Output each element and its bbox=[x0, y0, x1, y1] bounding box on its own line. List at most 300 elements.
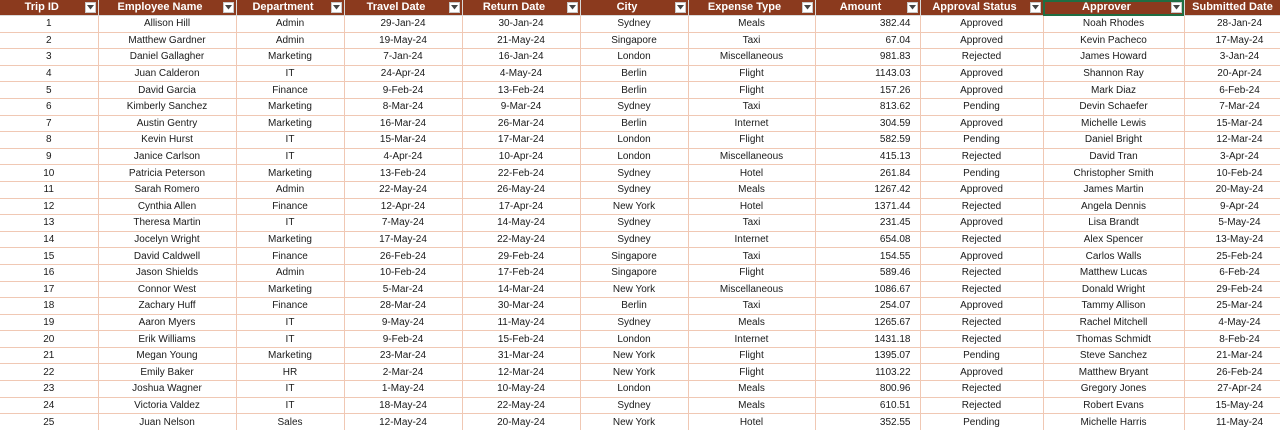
table-cell[interactable]: 7-Mar-24 bbox=[1184, 98, 1280, 115]
column-header-submitted-date[interactable] bbox=[1184, 0, 1280, 16]
table-cell[interactable]: Theresa Martin bbox=[98, 215, 236, 232]
table-cell[interactable]: 589.46 bbox=[815, 264, 920, 281]
table-cell[interactable]: 25 bbox=[0, 414, 98, 430]
table-cell[interactable]: Carlos Walls bbox=[1043, 248, 1184, 265]
table-cell[interactable]: 654.08 bbox=[815, 231, 920, 248]
table-cell[interactable]: 29-Feb-24 bbox=[1184, 281, 1280, 298]
table-cell[interactable]: 10-Feb-24 bbox=[1184, 165, 1280, 182]
table-cell[interactable]: Flight bbox=[688, 264, 815, 281]
filter-dropdown-icon[interactable] bbox=[802, 2, 813, 13]
table-cell[interactable]: Marketing bbox=[236, 49, 344, 66]
column-header-label: Trip ID bbox=[24, 1, 59, 13]
table-cell[interactable]: 382.44 bbox=[815, 16, 920, 33]
table-cell[interactable]: Pending bbox=[920, 414, 1043, 430]
filter-dropdown-icon[interactable] bbox=[223, 2, 234, 13]
table-cell[interactable]: London bbox=[580, 381, 688, 398]
table-cell[interactable]: 11-May-24 bbox=[462, 314, 580, 331]
table-cell[interactable]: David Tran bbox=[1043, 148, 1184, 165]
table-cell[interactable]: Zachary Huff bbox=[98, 298, 236, 315]
filter-dropdown-icon[interactable] bbox=[1030, 2, 1041, 13]
table-cell[interactable]: Austin Gentry bbox=[98, 115, 236, 132]
table-cell[interactable]: 25-Mar-24 bbox=[1184, 298, 1280, 315]
table-cell[interactable]: Devin Schaefer bbox=[1043, 98, 1184, 115]
table-cell[interactable]: Meals bbox=[688, 16, 815, 33]
table-cell[interactable]: Finance bbox=[236, 248, 344, 265]
table-cell[interactable]: Finance bbox=[236, 82, 344, 99]
table-cell[interactable]: 1431.18 bbox=[815, 331, 920, 348]
table-cell[interactable]: Flight bbox=[688, 82, 815, 99]
table-cell[interactable]: Allison Hill bbox=[98, 16, 236, 33]
table-cell[interactable]: IT bbox=[236, 65, 344, 82]
table-cell[interactable]: 415.13 bbox=[815, 148, 920, 165]
table-cell[interactable]: Michelle Lewis bbox=[1043, 115, 1184, 132]
table-cell[interactable]: 9-May-24 bbox=[344, 314, 462, 331]
table-cell[interactable]: New York bbox=[580, 364, 688, 381]
table-cell[interactable]: 20 bbox=[0, 331, 98, 348]
table-cell[interactable]: 813.62 bbox=[815, 98, 920, 115]
table-cell[interactable]: 27-Apr-24 bbox=[1184, 381, 1280, 398]
table-cell[interactable]: 22-May-24 bbox=[344, 181, 462, 198]
table-cell[interactable]: Meals bbox=[688, 181, 815, 198]
table-cell[interactable]: 11-May-24 bbox=[1184, 414, 1280, 430]
table-cell[interactable]: 10 bbox=[0, 165, 98, 182]
table-cell[interactable]: 22-Feb-24 bbox=[462, 165, 580, 182]
table-cell[interactable]: 610.51 bbox=[815, 397, 920, 414]
table-cell[interactable]: 12-May-24 bbox=[344, 414, 462, 430]
table-cell[interactable]: 29-Jan-24 bbox=[344, 16, 462, 33]
table-cell[interactable]: Daniel Gallagher bbox=[98, 49, 236, 66]
table-cell[interactable]: 20-May-24 bbox=[1184, 181, 1280, 198]
table-cell[interactable]: Sydney bbox=[580, 314, 688, 331]
table-cell[interactable]: Victoria Valdez bbox=[98, 397, 236, 414]
table-cell[interactable]: Michelle Harris bbox=[1043, 414, 1184, 430]
table-cell[interactable]: Marketing bbox=[236, 98, 344, 115]
table-cell[interactable]: Admin bbox=[236, 181, 344, 198]
table-cell[interactable]: Janice Carlson bbox=[98, 148, 236, 165]
table-cell[interactable]: Rejected bbox=[920, 198, 1043, 215]
table-cell[interactable]: Steve Sanchez bbox=[1043, 347, 1184, 364]
table-cell[interactable]: 1103.22 bbox=[815, 364, 920, 381]
table-cell[interactable]: David Garcia bbox=[98, 82, 236, 99]
table-cell[interactable]: IT bbox=[236, 148, 344, 165]
table-cell[interactable]: 19-May-24 bbox=[344, 32, 462, 49]
table-cell[interactable]: 4-Apr-24 bbox=[344, 148, 462, 165]
table-cell[interactable]: Juan Calderon bbox=[98, 65, 236, 82]
table-cell[interactable]: Meals bbox=[688, 381, 815, 398]
table-cell[interactable]: Approved bbox=[920, 115, 1043, 132]
table-cell[interactable]: 13-Feb-24 bbox=[344, 165, 462, 182]
table-cell[interactable]: 9-Feb-24 bbox=[344, 82, 462, 99]
table-cell[interactable]: 157.26 bbox=[815, 82, 920, 99]
table-cell[interactable]: Kevin Hurst bbox=[98, 132, 236, 149]
table-cell[interactable]: 15-Mar-24 bbox=[344, 132, 462, 149]
table-cell[interactable]: Flight bbox=[688, 132, 815, 149]
table-cell[interactable]: Shannon Ray bbox=[1043, 65, 1184, 82]
table-cell[interactable]: New York bbox=[580, 281, 688, 298]
filter-dropdown-icon[interactable] bbox=[675, 2, 686, 13]
filter-dropdown-icon[interactable] bbox=[449, 2, 460, 13]
table-cell[interactable]: Donald Wright bbox=[1043, 281, 1184, 298]
table-cell[interactable]: Hotel bbox=[688, 414, 815, 430]
table-cell[interactable]: 17-May-24 bbox=[344, 231, 462, 248]
table-cell[interactable]: 154.55 bbox=[815, 248, 920, 265]
table-cell[interactable]: Berlin bbox=[580, 65, 688, 82]
table-cell[interactable]: 9 bbox=[0, 148, 98, 165]
table-cell[interactable]: IT bbox=[236, 215, 344, 232]
column-header-trip-id[interactable] bbox=[0, 0, 98, 16]
table-cell[interactable]: 16-Mar-24 bbox=[344, 115, 462, 132]
filter-dropdown-icon[interactable] bbox=[331, 2, 342, 13]
table-cell[interactable]: Approved bbox=[920, 16, 1043, 33]
table-cell[interactable]: Alex Spencer bbox=[1043, 231, 1184, 248]
table-cell[interactable]: 12-Mar-24 bbox=[1184, 132, 1280, 149]
filter-dropdown-icon[interactable] bbox=[567, 2, 578, 13]
table-cell[interactable]: Meals bbox=[688, 397, 815, 414]
table-cell[interactable]: 11 bbox=[0, 181, 98, 198]
table-cell[interactable]: 2 bbox=[0, 32, 98, 49]
table-cell[interactable]: 352.55 bbox=[815, 414, 920, 430]
table-cell[interactable]: Sales bbox=[236, 414, 344, 430]
table-cell[interactable]: London bbox=[580, 331, 688, 348]
table-row bbox=[0, 298, 1280, 315]
table-cell[interactable]: 24-Apr-24 bbox=[344, 65, 462, 82]
table-cell[interactable]: Sarah Romero bbox=[98, 181, 236, 198]
table-cell[interactable]: 15-May-24 bbox=[1184, 397, 1280, 414]
table-cell[interactable]: 17-Feb-24 bbox=[462, 264, 580, 281]
table-cell[interactable]: 26-May-24 bbox=[462, 181, 580, 198]
table-cell[interactable]: Rejected bbox=[920, 264, 1043, 281]
table-cell[interactable]: Marketing bbox=[236, 347, 344, 364]
table-cell[interactable]: 30-Jan-24 bbox=[462, 16, 580, 33]
table-cell[interactable]: London bbox=[580, 148, 688, 165]
table-cell[interactable]: IT bbox=[236, 132, 344, 149]
table-cell[interactable]: Sydney bbox=[580, 16, 688, 33]
table-cell[interactable]: Mark Diaz bbox=[1043, 82, 1184, 99]
column-header-department[interactable] bbox=[236, 0, 344, 16]
table-cell[interactable]: 1 bbox=[0, 16, 98, 33]
table-cell[interactable]: Thomas Schmidt bbox=[1043, 331, 1184, 348]
table-cell[interactable]: 4-May-24 bbox=[1184, 314, 1280, 331]
table-cell[interactable]: 26-Mar-24 bbox=[462, 115, 580, 132]
table-cell[interactable]: 582.59 bbox=[815, 132, 920, 149]
table-cell[interactable]: 22-May-24 bbox=[462, 231, 580, 248]
table-cell[interactable]: 67.04 bbox=[815, 32, 920, 49]
table-cell[interactable]: 21 bbox=[0, 347, 98, 364]
table-cell[interactable]: 1-May-24 bbox=[344, 381, 462, 398]
table-cell[interactable]: Hotel bbox=[688, 198, 815, 215]
column-header-return-date[interactable] bbox=[462, 0, 580, 16]
table-cell[interactable]: 19 bbox=[0, 314, 98, 331]
table-cell[interactable]: Taxi bbox=[688, 215, 815, 232]
filter-dropdown-icon[interactable] bbox=[907, 2, 918, 13]
table-cell[interactable]: 20-Apr-24 bbox=[1184, 65, 1280, 82]
table-cell[interactable]: 7-May-24 bbox=[344, 215, 462, 232]
table-cell[interactable]: HR bbox=[236, 364, 344, 381]
table-cell[interactable]: 12 bbox=[0, 198, 98, 215]
table-cell[interactable]: 9-Mar-24 bbox=[462, 98, 580, 115]
table-cell[interactable]: IT bbox=[236, 397, 344, 414]
table-cell[interactable]: 981.83 bbox=[815, 49, 920, 66]
table-cell[interactable]: Approved bbox=[920, 82, 1043, 99]
table-cell[interactable]: 28-Mar-24 bbox=[344, 298, 462, 315]
table-cell[interactable]: Matthew Lucas bbox=[1043, 264, 1184, 281]
column-header-approver[interactable] bbox=[1043, 0, 1184, 16]
table-cell[interactable]: IT bbox=[236, 381, 344, 398]
table-cell[interactable]: 14-Mar-24 bbox=[462, 281, 580, 298]
table-cell[interactable]: New York bbox=[580, 414, 688, 430]
table-cell[interactable]: Matthew Gardner bbox=[98, 32, 236, 49]
table-cell[interactable]: Kevin Pacheco bbox=[1043, 32, 1184, 49]
table-cell[interactable]: 9-Feb-24 bbox=[344, 331, 462, 348]
table-cell[interactable]: 12-Apr-24 bbox=[344, 198, 462, 215]
table-cell[interactable]: Taxi bbox=[688, 98, 815, 115]
table-cell[interactable]: 3 bbox=[0, 49, 98, 66]
table-cell[interactable]: 13-Feb-24 bbox=[462, 82, 580, 99]
table-cell[interactable]: Erik Williams bbox=[98, 331, 236, 348]
table-cell[interactable]: Pending bbox=[920, 347, 1043, 364]
table-cell[interactable]: 1395.07 bbox=[815, 347, 920, 364]
column-header-approval-status[interactable] bbox=[920, 0, 1043, 16]
table-cell[interactable]: Approved bbox=[920, 248, 1043, 265]
table-cell[interactable]: 12-Mar-24 bbox=[462, 364, 580, 381]
table-cell[interactable]: 17-Apr-24 bbox=[462, 198, 580, 215]
table-cell[interactable]: 23-Mar-24 bbox=[344, 347, 462, 364]
table-cell[interactable]: Sydney bbox=[580, 397, 688, 414]
table-cell[interactable]: Taxi bbox=[688, 298, 815, 315]
column-header-employee-name[interactable] bbox=[98, 0, 236, 16]
table-cell[interactable]: Berlin bbox=[580, 298, 688, 315]
table-cell[interactable]: Rejected bbox=[920, 231, 1043, 248]
table-cell[interactable]: Berlin bbox=[580, 115, 688, 132]
table-cell[interactable]: Angela Dennis bbox=[1043, 198, 1184, 215]
column-header-amount[interactable] bbox=[815, 0, 920, 16]
column-header-expense-type[interactable] bbox=[688, 0, 815, 16]
table-cell[interactable]: 5 bbox=[0, 82, 98, 99]
table-cell[interactable]: 6-Feb-24 bbox=[1184, 82, 1280, 99]
table-cell[interactable]: Miscellaneous bbox=[688, 148, 815, 165]
table-cell[interactable]: Rachel Mitchell bbox=[1043, 314, 1184, 331]
table-cell[interactable]: Pending bbox=[920, 132, 1043, 149]
column-header-travel-date[interactable] bbox=[344, 0, 462, 16]
table-cell[interactable]: 4 bbox=[0, 65, 98, 82]
table-cell[interactable]: Approved bbox=[920, 298, 1043, 315]
table-cell[interactable]: 8-Mar-24 bbox=[344, 98, 462, 115]
table-cell[interactable]: Internet bbox=[688, 231, 815, 248]
table-cell[interactable]: 5-May-24 bbox=[1184, 215, 1280, 232]
table-cell[interactable]: 31-Mar-24 bbox=[462, 347, 580, 364]
filter-dropdown-icon[interactable] bbox=[85, 2, 96, 13]
table-cell[interactable]: Admin bbox=[236, 32, 344, 49]
table-cell[interactable]: 18-May-24 bbox=[344, 397, 462, 414]
table-cell[interactable]: Rejected bbox=[920, 49, 1043, 66]
table-cell[interactable]: 23 bbox=[0, 381, 98, 398]
table-cell[interactable]: 21-May-24 bbox=[462, 32, 580, 49]
table-cell[interactable]: 17 bbox=[0, 281, 98, 298]
table-cell[interactable]: Jason Shields bbox=[98, 264, 236, 281]
table-cell[interactable]: Joshua Wagner bbox=[98, 381, 236, 398]
table-cell[interactable]: Approved bbox=[920, 364, 1043, 381]
table-cell[interactable]: London bbox=[580, 49, 688, 66]
table-cell[interactable]: James Howard bbox=[1043, 49, 1184, 66]
table-cell[interactable]: 1267.42 bbox=[815, 181, 920, 198]
table-cell[interactable]: New York bbox=[580, 198, 688, 215]
table-cell[interactable]: 254.07 bbox=[815, 298, 920, 315]
column-header-label: Approval Status bbox=[932, 1, 1017, 13]
table-cell[interactable]: 9-Apr-24 bbox=[1184, 198, 1280, 215]
table-cell[interactable]: 26-Feb-24 bbox=[1184, 364, 1280, 381]
table-cell[interactable]: 29-Feb-24 bbox=[462, 248, 580, 265]
table-cell[interactable]: 4-May-24 bbox=[462, 65, 580, 82]
table-cell[interactable]: Gregory Jones bbox=[1043, 381, 1184, 398]
table-cell[interactable]: Christopher Smith bbox=[1043, 165, 1184, 182]
table-cell[interactable]: Meals bbox=[688, 314, 815, 331]
table-cell[interactable]: 20-May-24 bbox=[462, 414, 580, 430]
table-cell[interactable]: 13 bbox=[0, 215, 98, 232]
table-cell[interactable]: Approved bbox=[920, 181, 1043, 198]
table-cell[interactable]: Taxi bbox=[688, 248, 815, 265]
table-cell[interactable]: London bbox=[580, 132, 688, 149]
table-cell[interactable]: 15 bbox=[0, 248, 98, 265]
table-cell[interactable]: 18 bbox=[0, 298, 98, 315]
table-cell[interactable]: Sydney bbox=[580, 165, 688, 182]
table-cell[interactable]: Flight bbox=[688, 65, 815, 82]
table-cell[interactable]: Internet bbox=[688, 331, 815, 348]
table-cell[interactable]: 1371.44 bbox=[815, 198, 920, 215]
table-cell[interactable]: 17-Mar-24 bbox=[462, 132, 580, 149]
table-cell[interactable]: Kimberly Sanchez bbox=[98, 98, 236, 115]
table-cell[interactable]: Connor West bbox=[98, 281, 236, 298]
table-cell[interactable]: 1265.67 bbox=[815, 314, 920, 331]
table-cell[interactable]: Cynthia Allen bbox=[98, 198, 236, 215]
table-cell[interactable]: Finance bbox=[236, 298, 344, 315]
table-cell[interactable]: 1143.03 bbox=[815, 65, 920, 82]
table-cell[interactable]: 16 bbox=[0, 264, 98, 281]
table-cell[interactable]: David Caldwell bbox=[98, 248, 236, 265]
table-cell[interactable]: Jocelyn Wright bbox=[98, 231, 236, 248]
table-cell[interactable]: Sydney bbox=[580, 181, 688, 198]
table-cell[interactable]: 14-May-24 bbox=[462, 215, 580, 232]
table-cell[interactable]: Pending bbox=[920, 165, 1043, 182]
table-cell[interactable]: 28-Jan-24 bbox=[1184, 16, 1280, 33]
table-cell[interactable]: 24 bbox=[0, 397, 98, 414]
table-cell[interactable]: Rejected bbox=[920, 331, 1043, 348]
table-cell[interactable]: Patricia Peterson bbox=[98, 165, 236, 182]
table-cell[interactable]: Noah Rhodes bbox=[1043, 16, 1184, 33]
table-cell[interactable]: Berlin bbox=[580, 82, 688, 99]
table-cell[interactable]: Rejected bbox=[920, 148, 1043, 165]
table-cell[interactable]: Sydney bbox=[580, 231, 688, 248]
table-cell[interactable]: 261.84 bbox=[815, 165, 920, 182]
table-cell[interactable]: 304.59 bbox=[815, 115, 920, 132]
column-header-label: Return Date bbox=[482, 1, 546, 13]
table-cell[interactable]: 30-Mar-24 bbox=[462, 298, 580, 315]
table-cell[interactable]: Approved bbox=[920, 215, 1043, 232]
table-cell[interactable]: Marketing bbox=[236, 231, 344, 248]
table-cell[interactable]: Rejected bbox=[920, 314, 1043, 331]
table-cell[interactable]: 13-May-24 bbox=[1184, 231, 1280, 248]
table-cell[interactable]: Flight bbox=[688, 347, 815, 364]
table-cell[interactable]: Marketing bbox=[236, 115, 344, 132]
table-cell[interactable]: Rejected bbox=[920, 397, 1043, 414]
table-cell[interactable]: 10-Apr-24 bbox=[462, 148, 580, 165]
table-cell[interactable]: Approved bbox=[920, 65, 1043, 82]
table-cell[interactable]: Rejected bbox=[920, 381, 1043, 398]
table-cell[interactable]: Singapore bbox=[580, 264, 688, 281]
table-cell[interactable]: Admin bbox=[236, 264, 344, 281]
table-cell[interactable]: Sydney bbox=[580, 98, 688, 115]
table-cell[interactable]: IT bbox=[236, 331, 344, 348]
table-cell[interactable]: Admin bbox=[236, 16, 344, 33]
table-cell[interactable]: Miscellaneous bbox=[688, 281, 815, 298]
table-cell[interactable]: Miscellaneous bbox=[688, 49, 815, 66]
table-cell[interactable]: Hotel bbox=[688, 165, 815, 182]
table-cell[interactable]: Juan Nelson bbox=[98, 414, 236, 430]
table-cell[interactable]: Marketing bbox=[236, 281, 344, 298]
table-cell[interactable]: 5-Mar-24 bbox=[344, 281, 462, 298]
table-cell[interactable]: Pending bbox=[920, 98, 1043, 115]
table-cell[interactable]: 10-Feb-24 bbox=[344, 264, 462, 281]
table-cell[interactable]: 8-Feb-24 bbox=[1184, 331, 1280, 348]
table-cell[interactable]: 3-Apr-24 bbox=[1184, 148, 1280, 165]
table-cell[interactable]: Matthew Bryant bbox=[1043, 364, 1184, 381]
table-cell[interactable]: Robert Evans bbox=[1043, 397, 1184, 414]
table-cell[interactable]: Megan Young bbox=[98, 347, 236, 364]
table-cell[interactable]: 7-Jan-24 bbox=[344, 49, 462, 66]
table-cell[interactable]: 231.45 bbox=[815, 215, 920, 232]
table-cell[interactable]: Singapore bbox=[580, 248, 688, 265]
table-cell[interactable]: Lisa Brandt bbox=[1043, 215, 1184, 232]
table-cell[interactable]: 16-Jan-24 bbox=[462, 49, 580, 66]
table-cell[interactable]: 15-Feb-24 bbox=[462, 331, 580, 348]
table-cell[interactable]: 6-Feb-24 bbox=[1184, 264, 1280, 281]
table-cell[interactable]: Rejected bbox=[920, 281, 1043, 298]
table-cell[interactable]: James Martin bbox=[1043, 181, 1184, 198]
table-cell[interactable]: Singapore bbox=[580, 32, 688, 49]
table-cell[interactable]: 6 bbox=[0, 98, 98, 115]
table-cell[interactable]: 7 bbox=[0, 115, 98, 132]
table-cell[interactable]: 26-Feb-24 bbox=[344, 248, 462, 265]
table-cell[interactable]: Flight bbox=[688, 364, 815, 381]
table-cell[interactable]: 25-Feb-24 bbox=[1184, 248, 1280, 265]
table-cell[interactable]: Daniel Bright bbox=[1043, 132, 1184, 149]
table-cell[interactable]: Taxi bbox=[688, 32, 815, 49]
table-cell[interactable]: Emily Baker bbox=[98, 364, 236, 381]
table-cell[interactable]: 21-Mar-24 bbox=[1184, 347, 1280, 364]
table-cell[interactable]: 3-Jan-24 bbox=[1184, 49, 1280, 66]
table-cell[interactable]: 8 bbox=[0, 132, 98, 149]
table-cell[interactable]: Internet bbox=[688, 115, 815, 132]
table-cell[interactable]: 10-May-24 bbox=[462, 381, 580, 398]
table-cell[interactable]: Sydney bbox=[580, 215, 688, 232]
filter-dropdown-icon[interactable] bbox=[1171, 2, 1182, 13]
table-cell[interactable]: 22-May-24 bbox=[462, 397, 580, 414]
table-cell[interactable]: Tammy Allison bbox=[1043, 298, 1184, 315]
column-header-city[interactable] bbox=[580, 0, 688, 16]
table-cell[interactable]: 2-Mar-24 bbox=[344, 364, 462, 381]
table-cell[interactable]: New York bbox=[580, 347, 688, 364]
table-cell[interactable]: 1086.67 bbox=[815, 281, 920, 298]
table-cell[interactable]: Aaron Myers bbox=[98, 314, 236, 331]
table-cell[interactable]: 22 bbox=[0, 364, 98, 381]
table-cell[interactable]: 800.96 bbox=[815, 381, 920, 398]
table-cell[interactable]: 15-Mar-24 bbox=[1184, 115, 1280, 132]
table-cell[interactable]: 14 bbox=[0, 231, 98, 248]
table-cell[interactable]: Finance bbox=[236, 198, 344, 215]
table-cell[interactable]: 17-May-24 bbox=[1184, 32, 1280, 49]
table-cell[interactable]: Approved bbox=[920, 32, 1043, 49]
table-cell[interactable]: Marketing bbox=[236, 165, 344, 182]
table-cell[interactable]: IT bbox=[236, 314, 344, 331]
